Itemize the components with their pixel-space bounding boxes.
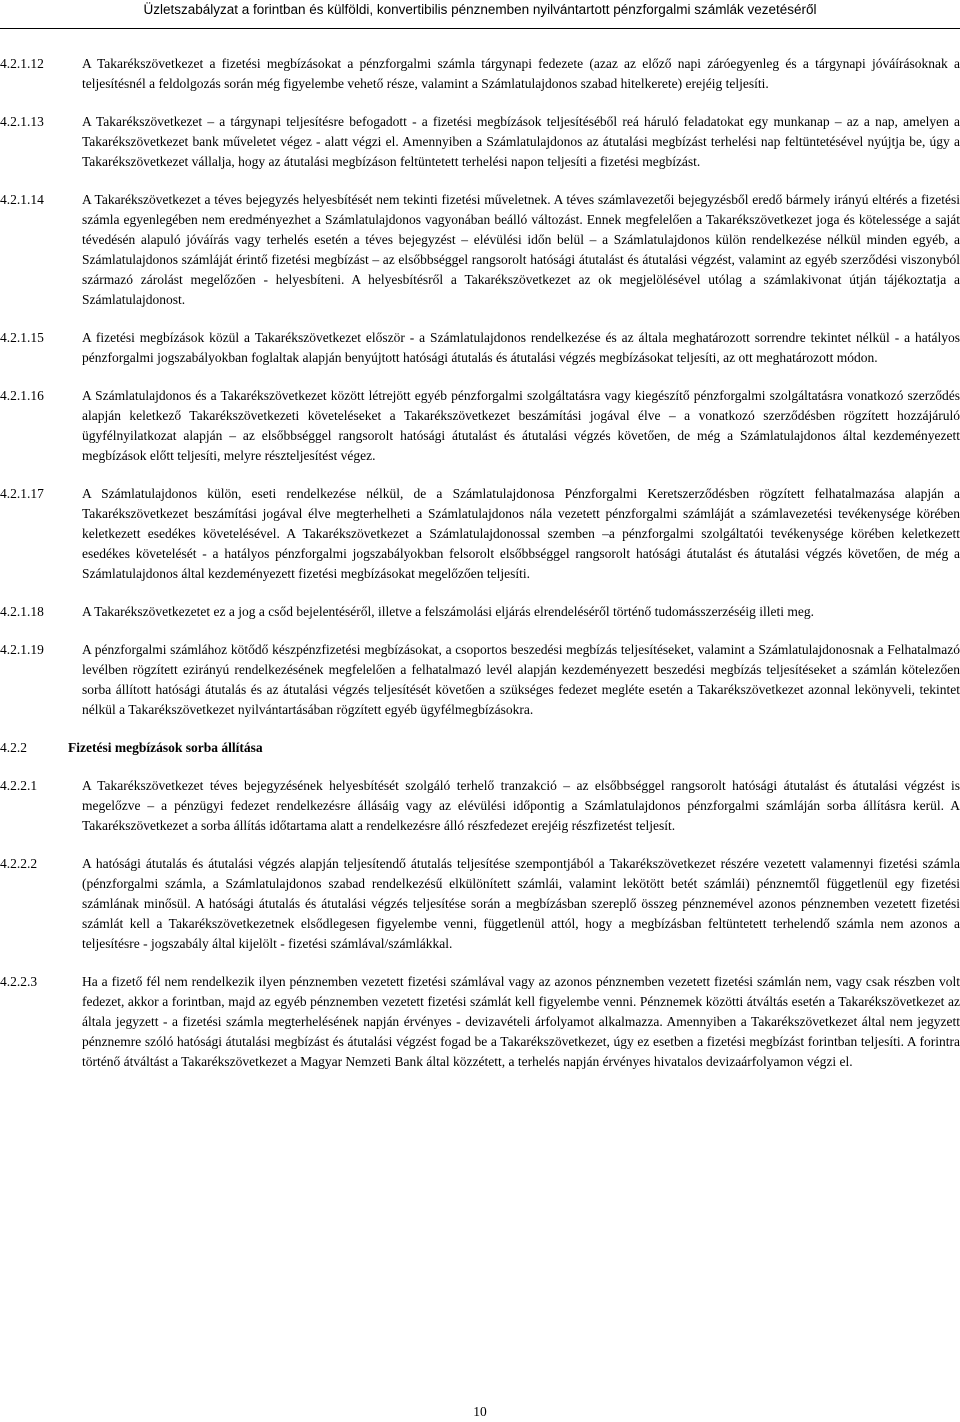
section-4-2-1-12 bbox=[0, 54, 960, 94]
section-4-2-1-13 bbox=[0, 112, 960, 172]
section-text: A Takarékszövetkezetet ez a jog a csőd bejelentéséről, illetve a felszámolási eljárás elrendeléséről történő tudomásszerzéséig illeti meg. bbox=[82, 604, 814, 619]
section-4-2-1-17 bbox=[0, 484, 960, 584]
section-text: A Számlatulajdonos külön, eseti rendelkezése nélkül, de a Számlatulajdonosa Pénzforgalmi Keretszerződésben rögzített felhatalmazása alapján a Takarékszövetkezet beszámítási jogával élve megterhelheti a Számlatulajdonos nála vezetett pénzforgalmi számláját a számlavezetési tevékenysége körében keletkezett esedékes követelésével. A Takarékszövetkezet a Számlatulajdonossal szemben –a pénzforgalmi szolgáltatói tevékenysége körében keletkezett esedékes követelését - a hatályos pénzforgalmi jogszabályokban felsorolt elsőbbséggel rangsorolt hatósági átutalást és átutalási végzés követően, de még a Számlatulajdonos által kezdeményezett fizetési megbízásokat megelőzően teljesíti. bbox=[82, 486, 960, 581]
section-text: A Takarékszövetkezet téves bejegyzésének helyesbítését szolgáló terhelő tranzakció – az elsőbbséggel rangsorolt hatósági átutalást és átutalási végzést is megelőzve – a pénzügyi fedezet rendelkezésre állásáig vagy az elévülési időpontig a Számlatulajdonos pénzforgalmi számláján sorba állításra kerül. A Takarékszövetkezet a sorba állítás időtartama alatt a rendelkezésre álló részfedezet erejéig részfizetést teljesít. bbox=[82, 778, 960, 833]
document-body bbox=[0, 54, 960, 1090]
section-number: 4.2.1.14 bbox=[0, 192, 44, 207]
section-number: 4.2.1.15 bbox=[0, 330, 44, 345]
section-text: A hatósági átutalás és átutalási végzés alapján teljesítendő átutalás teljesítése szempontjából a Takarékszövetkezet részére vezetett valamennyi fizetési számla (pénzforgalmi számla, a Számlatulajdonos szabad rendelkezésű elkülönített számlái, valamint lekötött betét számlái) pénznemtől függetlenül egy fizetési számlának minősül. A hatósági átutalás és átutalási végzés teljesítése során a megbízásban szereplő összeg pénznemével azonos pénznemben vezetett fizetési számlát kell a Takarékszövetkezetnek elsődlegesen figyelembe venni, függetlenül attól, hogy a megbízásban feltüntetett terhelendő számla nem azonos a teljesítésre - jogszabály által kijelölt - fizetési számlával/számlákkal. bbox=[82, 856, 960, 951]
section-4-2-1-14 bbox=[0, 190, 960, 310]
page-number: 10 bbox=[473, 1404, 487, 1419]
section-text: Ha a fizető fél nem rendelkezik ilyen pénznemben vezetett fizetési számlával vagy az azonos pénznemben vezetett fizetési számlán nem, vagy csak részben volt fedezet, akkor a forintban, majd az egyéb pénznemben vezetett fizetési számlát kell figyelembe venni. Pénznemek közötti átváltás esetén a Takarékszövetkezet az általa jegyzett - a fizetési számla megterhelésének napján érvényes - devizavételi árfolyamot alkalmazza. Amennyiben a Takarékszövetkezet által nem jegyzett pénznemre szóló hatósági átutalási megbízást és átutalási végzést fogad be a Takarékszövetkezet, úgy ez esetben a fizetési megbízást forintban teljesíti. A forintra történő átváltást a Takarékszövetkezet a Magyar Nemzeti Bank által közzétett, a terhelés napján érvényes hivatalos devizaárfolyamon végzi el. bbox=[82, 974, 960, 1069]
section-text: A Számlatulajdonos és a Takarékszövetkezet között létrejött egyéb pénzforgalmi szolgáltatásra vagy kiegészítő pénzforgalmi szolgáltatásra vonatkozó szerződés alapján keletkező Takarékszövetkezeti követeléseket a Takarékszövetkezet beszámítási jogával élve – a vonatkozó szerződésben rögzített hozzájáruló ügyfélnyilatkozat alapján – az elsőbbséggel rangsorolt hatósági átutalást és átutalási végzés követően, de még a Számlatulajdonos által kezdeményezett megbízások előtt teljesíti, melyre részteljesítést végez. bbox=[82, 388, 960, 463]
section-number: 4.2.2.2 bbox=[0, 856, 38, 871]
heading-title: Fizetési megbízások sorba állítása bbox=[68, 740, 263, 755]
section-number: 4.2.1.13 bbox=[0, 114, 44, 129]
section-number: 4.2.2.3 bbox=[0, 974, 38, 989]
section-4-2-1-18 bbox=[0, 602, 960, 622]
section-text: A Takarékszövetkezet a téves bejegyzés helyesbítését nem tekinti fizetési műveletnek. A téves számlavezetői bejegyzésből eredő bármely irányú eltérés a fizetési számla egyenlegében nem eredményezhet a Számlatulajdonos vagyonában beálló változást. Ennek megfelelően a Takarékszövetkezet joga és kötelessége a saját tévedésén alapuló jóváírás vagy terhelés esetén a téves bejegyzést – elévülési időn belül – a Számlatulajdonos külön rendelkezése nélkül minden egyéb, a Számlatulajdonos számláját érintő fizetési megbízást – az elsőbbséggel rangsorolt hatósági átutalást és átutalási végzést, valamint az egyéb szerződési viszonyból származó zárolást megelőzően - helyesbíteni. A helyesbítésről a Takarékszövetkezet az ok megjelölésével utólag a számlakivonat útján tájékoztatja a Számlatulajdonost. bbox=[82, 192, 960, 307]
section-4-2-2-1 bbox=[0, 776, 960, 836]
section-4-2-1-16 bbox=[0, 386, 960, 466]
section-4-2-1-15 bbox=[0, 328, 960, 368]
section-number: 4.2.1.12 bbox=[0, 56, 44, 71]
section-number: 4.2.1.19 bbox=[0, 642, 44, 657]
section-text: A Takarékszövetkezet a fizetési megbízásokat a pénzforgalmi számla tárgynapi fedezete (azaz az előző napi záróegyenleg és a tárgynapi jóváírásoknak a teljesítésnél a feldolgozás során még figyelembe vehető része, valamint a Számlatulajdonos szabad hitelkerete) erejéig teljesíti. bbox=[82, 56, 960, 91]
section-4-2-2-3 bbox=[0, 972, 960, 1072]
page-header-title: Üzletszabályzat a forintban és külföldi, konvertibilis pénznemben nyilvántartott pénzforgalmi számlák vezetéséről bbox=[143, 2, 817, 17]
section-text: A Takarékszövetkezet – a tárgynapi teljesítésre befogadott - a fizetési megbízások teljesítéséből reá háruló feladatokat egy munkanap – az a nap, amelyen a Takarékszövetkezet bank műveletet végez - alatt végzi el. Amennyiben a Számlatulajdonos az átutalási megbízást terhelési nap feltüntetésével nyújtja be, úgy a Takarékszövetkezet vállalja, hogy az átutalási megbízáson feltüntetett terhelési napon teljesíti a fizetési megbízást. bbox=[82, 114, 960, 169]
section-number: 4.2.1.18 bbox=[0, 604, 44, 619]
heading-number: 4.2.2 bbox=[0, 740, 27, 755]
section-text: A pénzforgalmi számlához kötődő készpénzfizetési megbízásokat, a csoportos beszedési megbízás teljesítéseket, valamint a Számlatulajdonosnak a Felhatalmazó levélben rögzített ezirányú rendelkezésének megfelelően a felhatalmazó levél alapján kezdeményezett beszedési megbízás teljesítéseket a számlán kötelezően sorba állított hatósági átutalás és az átutalási végzés teljesítését követően a szükséges fedezet megléte esetén a Takarékszövetkezet azonnal lekönyveli, tekintet nélkül a Takarékszövetkezet nyilvántartásában rögzített egyéb ügyfélmegbízásokra. bbox=[82, 642, 960, 717]
section-number: 4.2.2.1 bbox=[0, 778, 38, 793]
section-heading-4-2-2 bbox=[0, 738, 960, 758]
section-4-2-2-2 bbox=[0, 854, 960, 954]
section-text: A fizetési megbízások közül a Takarékszövetkezet először - a Számlatulajdonos rendelkezése és az általa meghatározott sorrendre tekintet nélkül - a hatályos pénzforgalmi jogszabályokban foglaltak alapján benyújtott hatósági átutalás és átutalási végzés megbízásokat teljesíti, az ott meghatározott módon. bbox=[82, 330, 960, 365]
section-number: 4.2.1.17 bbox=[0, 486, 44, 501]
section-4-2-1-19 bbox=[0, 640, 960, 720]
section-number: 4.2.1.16 bbox=[0, 388, 44, 403]
header-divider bbox=[0, 28, 960, 29]
